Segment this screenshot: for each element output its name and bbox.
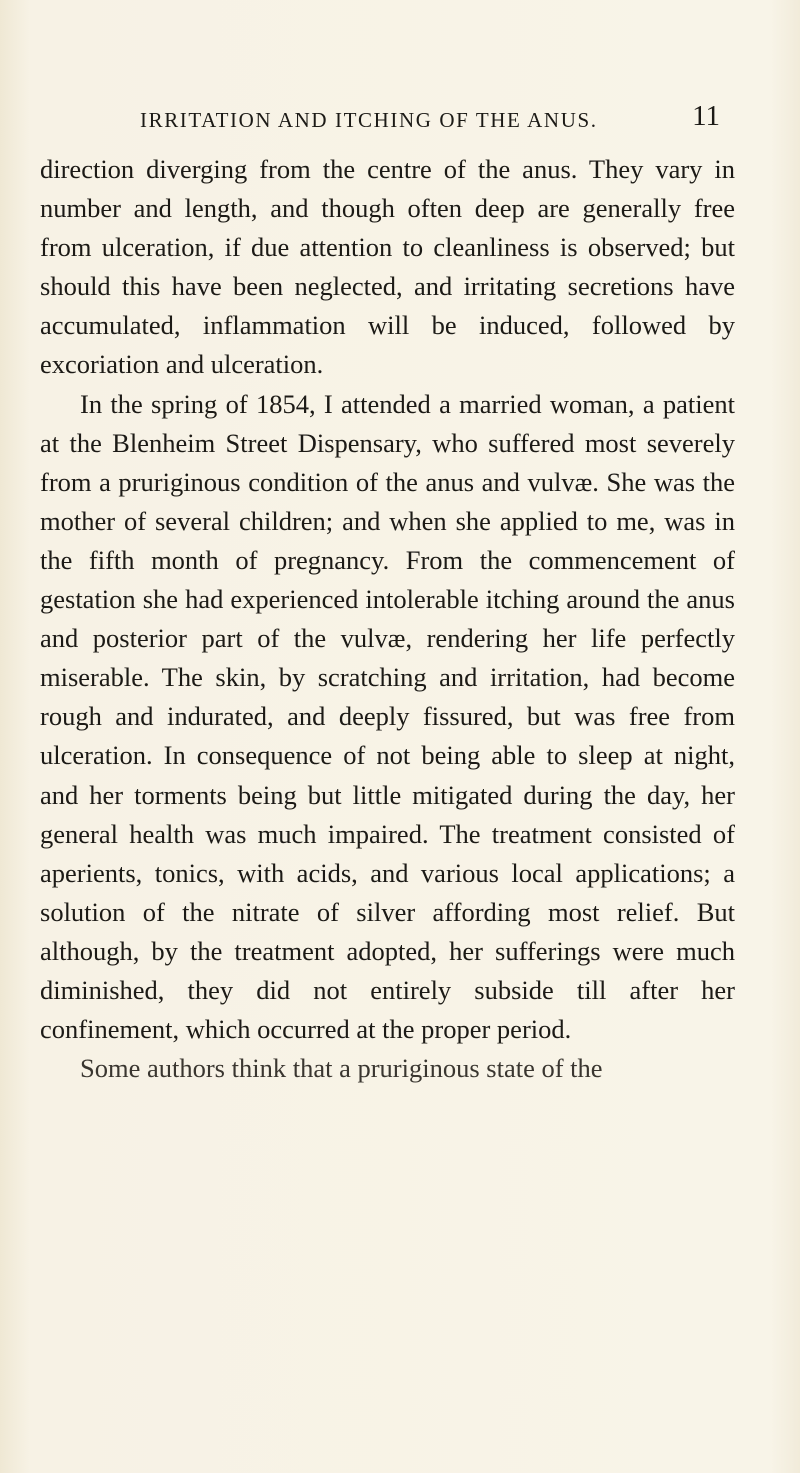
paragraph-final-line: Some authors think that a pruriginous state of the [80, 1053, 603, 1084]
paragraph-continued: direction diverging from the centre of the anus. They vary in number and length, and though often deep are generally free from ulceration, if due attention to cleanliness is observed; but should this have been neglected, and irritating secretions have accumulated, inflammation will be induced, followed by excoriation and ulceration. [40, 154, 735, 380]
page-header [140, 100, 720, 140]
paragraph-case-report: In the spring of 1854, I attended a married woman, a patient at the Blenheim Street Dispensary, who suffered most severely from a pruriginous condition of the anus and vulvæ. She was the mother of several children; and when she applied to me, was in the fifth month of pregnancy. From the commencement of gestation she had experienced intolerable itching around the anus and posterior part of the vulvæ, rendering her life perfectly miserable. The skin, by scratching and irritation, had become rough and indurated, and deeply fissured, but was free from ulceration. In consequence of not being able to sleep at night, and her torments being but little mitigated during the day, her general health was much impaired. The treatment consisted of aperients, tonics, with acids, and various local applications; a solution of the nitrate of silver affording most relief. But although, by the treatment adopted, her sufferings were much diminished, they did not entirely subside till after her confinement, which occurred at the proper period. [40, 388, 735, 1045]
page-number: 11 [692, 100, 720, 132]
running-head: IRRITATION AND ITCHING OF THE ANUS. [140, 108, 598, 132]
body-text [40, 150, 735, 1088]
